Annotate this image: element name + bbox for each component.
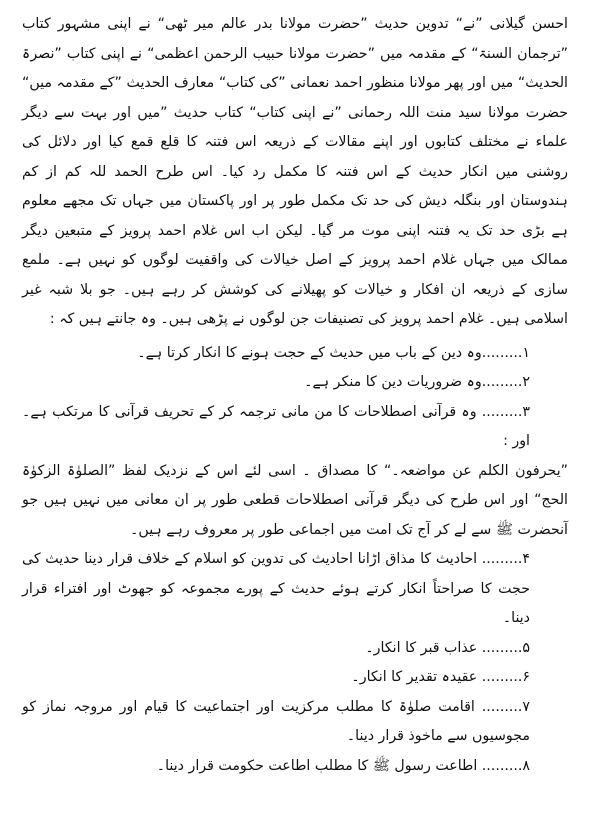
list-item-4: ۴......... احادیث کا مذاق اڑانا احادیث کی تدوین کو اسلام کے خلاف قرار دینا حدیث کی حجت کا صراحتاً انکار کرتے ہوئے حدیث کے پورے مجموعہ کو جھوٹ اور افتراء قرار دینا۔ bbox=[22, 551, 530, 626]
list-item-8: ۸......... اطاعت رسول ﷺ کا مطلب اطاعت حکومت قرار دینا۔ bbox=[156, 757, 530, 774]
list-item-6: ۶......... عقیدہ تقدیر کا انکار۔ bbox=[351, 669, 530, 685]
intro-paragraph: احسن گیلانی ”نے“ تدوین حدیث ”حضرت مولانا بدر عالم میر ٹھی“ نے اپنی مشہور کتاب ”ترجمان السنۃ“ کے مقدمہ میں ”حضرت مولانا حبیب الرحمن اعظمی“ نے اپنی کتاب ”نصرۃ الحدیث“ میں اور پھر مولانا منظور احمد نعمانی ”کی کتاب“ معارف الحدیث ”کے مقدمہ میں“ حضرت مولانا سید منت اللہ رحمانی ”نے اپنی کتاب“ کتاب حدیث ”میں اور بہت سے دیگر علماء نے مختلف کتابوں اور اپنے مقالات کے ذریعہ اس فتنہ کا قلع قمع کیا اور دلائل کی روشنی میں انکار حدیث کے اس فتنہ کا مکمل رد کیا۔ اس طرح الحمد للہ کم از کم ہندوستان اور بنگلہ دیش کی حد تک مکمل طور پر اور پاکستان میں جہاں تک مجھے معلوم ہے بڑی حد تک یہ فتنہ اپنی موت مر گیا۔ لیکن اب اس غلام احمد پرویز کے متبعین دیگر ممالک میں جہاں غلام احمد پرویز کے اصل خیالات کی واقفیت لوگوں کو نہیں ہے۔ ملمع سازی کے ذریعہ ان افکار و خیالات کو پھیلانے کی کوشش کر رہے ہیں۔ جو بلا شبہ غیر اسلامی ہیں۔ غلام احمد پرویز کی تصنیفات جن لوگوں نے پڑھی ہیں۔ وہ جانتے ہیں کہ : bbox=[22, 16, 568, 327]
list-item-3: ۳......... وہ قرآنی اصطلاحات کا من مانی ترجمہ کر کے تحریف قرآنی کا مرتکب ہے۔ اور : bbox=[22, 403, 530, 449]
list-item-1: ۱.........وہ دین کے باب میں حدیث کے حجت ہونے کا انکار کرتا ہے۔ bbox=[137, 344, 530, 361]
list-item-7: ۷......... اقامت صلوٰۃ کا مطلب مرکزیت اور اجتماعیت کا قیام اور مروجہ نماز کو مجوسیوں سے ماخوذ قرار دینا۔ bbox=[22, 698, 530, 744]
list-item-2: ۲.........وہ ضروریات دین کا منکر ہے۔ bbox=[304, 374, 530, 390]
list-item-3-continuation: ”یحرفون الکلم عن مواضعہ۔“ کا مصداق ۔ اسی لئے اس کے نزدیک لفظ ”الصلوٰۃ الزکوٰۃ الحج“ اور اس طرح کی دیگر قرآنی اصطلاحات قطعی طور پر ان معانی میں نہیں ہیں جو آنحضرت ﷺ سے لے کر آج تک امت میں اجماعی طور پر معروف رہے ہیں۔ bbox=[22, 462, 568, 538]
list-item-5: ۵......... عذاب قبر کا انکار۔ bbox=[365, 639, 530, 656]
